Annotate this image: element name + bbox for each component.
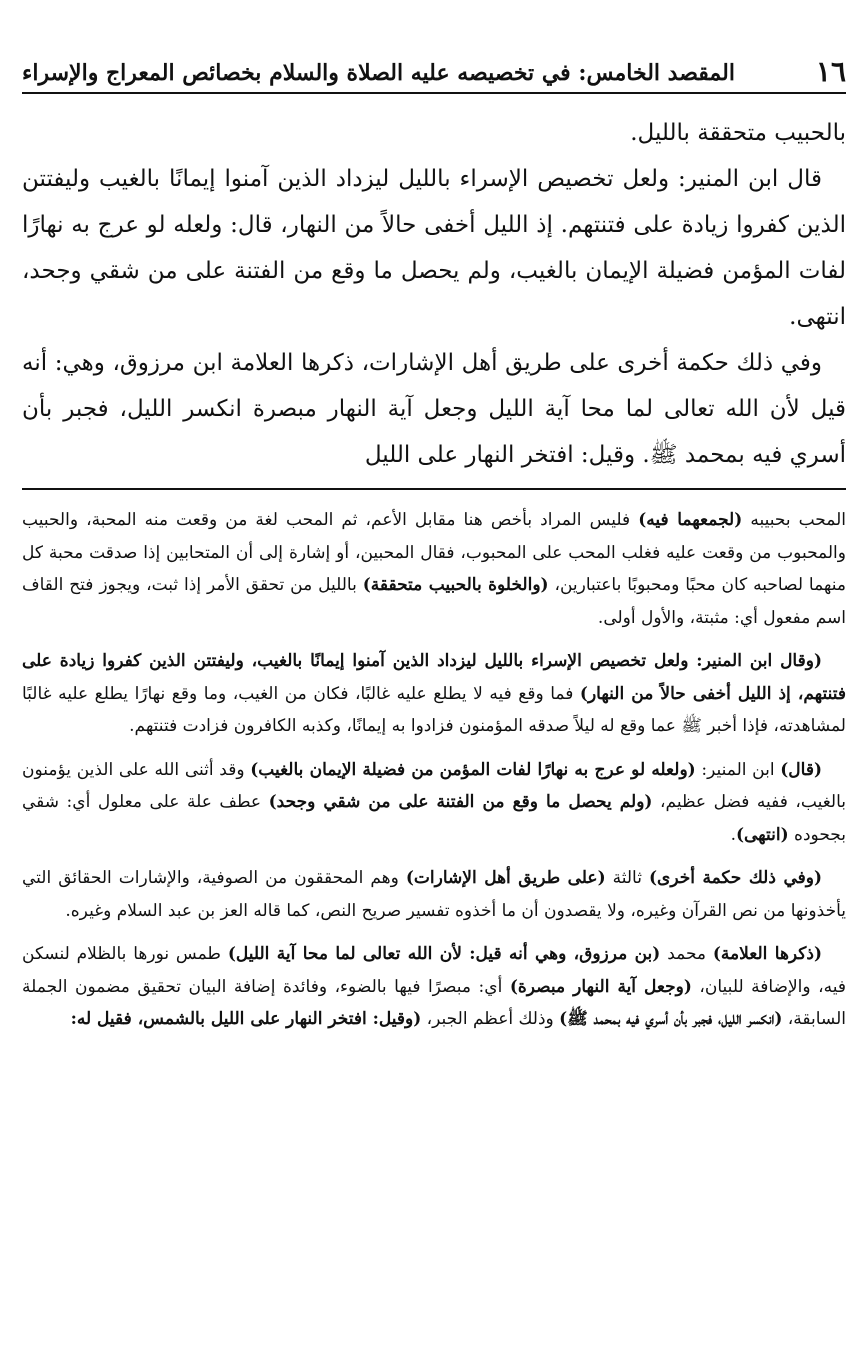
commentary-text: وهم المحققون من الصوفية، والإشارات الحقائق التي يأخذونها من نص القرآن وغيره، ولا يقصدون أن ما أخذوه تفسير صريح النص، كما قاله العز بن عبد السلام وغيره. (22, 868, 846, 921)
quoted-text: (والخلوة بالحبيب متحققة) (362, 575, 549, 595)
commentary-text: . (730, 824, 736, 845)
running-title: المقصد الخامس: في تخصيصه عليه الصلاة والسلام بخصائص المعراج والإسراء (22, 60, 735, 86)
commentary-paragraph (22, 645, 846, 743)
commentary-text: ثالثة (605, 868, 649, 888)
quoted-text: (وقيل: افتخر النهار على الليل بالشمس، فقيل له: (70, 1009, 422, 1029)
page-number: ١٦ (815, 55, 846, 88)
commentary-text: عطف علة على معلول أي: شقي بجحوده (22, 792, 846, 845)
quoted-text: (وجعل آية النهار مبصرة) (509, 976, 692, 997)
commentary-text: بالليل من تحقق الأمر إذا ثبت، ويجوز فتح القاف اسم مفعول أي: مثبتة، والأول أولى. (22, 575, 846, 628)
page-header (22, 48, 846, 94)
quoted-text: (ذكرها العلامة) (712, 944, 822, 964)
quoted-text: (على طريق أهل الإشارات) (405, 868, 606, 888)
commentary-text: ابن المنير: (695, 759, 781, 780)
commentary-paragraph (22, 938, 846, 1036)
commentary-text: وذلك أعظم الجبر، (421, 1009, 560, 1029)
quoted-text: (ولعله لو عرج به نهارًا لفات المؤمن من فضيلة الإيمان بالغيب) (250, 759, 696, 780)
commentary-section (22, 504, 846, 1047)
quoted-text: (ولم يحصل ما وقع من الفتنة على من شقي وجحد) (268, 792, 653, 812)
commentary-text: المحب بحبيبه (742, 510, 847, 530)
quoted-text: (بن مرزوق، وهي أنه قيل: لأن الله تعالى لما محا آية الليل) (227, 944, 661, 964)
quoted-text: (انكسر الليل، فجبر بأن أسري فيه بمحمد ﷺ) (559, 1009, 783, 1029)
main-text (22, 110, 846, 478)
commentary-text: فليس المراد بأخص هنا مقابل الأعم، ثم المحب لغة من وقعت منه المحبة، والحبيب والمحبوب من وقعت عليه فغلب المحب على المحبوب، فقال المحبين، أو إشارة إلى أن المتحابين إذا صدقت محبة كل منهما لصاحبه كان محبًا ومحبوبًا باعتبارين، (22, 510, 847, 595)
main-paragraph: قال ابن المنير: ولعل تخصيص الإسراء بالليل ليزداد الذين آمنوا إيمانًا بالغيب وليفتتن الذين كفروا زيادة على فتنتهم. إذ الليل أخفى حالاً من النهار، قال: ولعله لو عرج به نهارًا لفات المؤمن فضيلة الإيمان بالغيب، ولم يحصل ما وقع من الفتنة على من شقي وجحد، انتهى. (22, 166, 846, 330)
commentary-text: محمد (660, 944, 713, 964)
main-paragraph: وفي ذلك حكمة أخرى على طريق أهل الإشارات، ذكرها العلامة ابن مرزوق، وهي: أنه قيل لأن الله تعالى لما محا آية الليل وجعل آية النهار مبصرة انكسر الليل، فجبر بأن أسري فيه بمحمد ﷺ. وقيل: افتخر النهار على الليل (22, 350, 846, 468)
commentary-text: طمس نورها بالظلام لنسكن فيه، والإضافة للبيان، (22, 944, 846, 997)
quoted-text: (قال) (780, 759, 822, 780)
quoted-text: (وفي ذلك حكمة أخرى) (648, 868, 822, 888)
quoted-text: (وقال ابن المنير: ولعل تخصيص الإسراء بالليل ليزداد الذين آمنوا إيمانًا بالغيب، وليفتتن الذين كفروا زيادة على فتنتهم، إذ الليل أخفى حالاً من النهار) (22, 651, 846, 704)
commentary-text: فما وقع فيه لا يطلع عليه غالبًا، فكان من الغيب، وما وقع نهارًا يطلع عليه غالبًا لمشاهدته، فإذا أخبر ﷺ عما وقع له ليلاً صدقه المؤمنون فزادوا به إيمانًا، وكذبه الكافرون فزادت فتنتهم. (22, 683, 846, 736)
quoted-text: (لجمعهما فيه) (638, 510, 743, 530)
main-paragraph: بالحبيب متحققة بالليل. (630, 120, 846, 146)
commentary-text: وقد أثنى الله على الذين يؤمنون بالغيب، ففيه فضل عظيم، (22, 759, 846, 812)
quoted-text: (انتهى) (735, 824, 789, 845)
footnote-divider (22, 488, 846, 490)
commentary-paragraph (22, 504, 846, 634)
commentary-paragraph (22, 862, 846, 927)
book-page (22, 0, 846, 1364)
commentary-paragraph (22, 754, 846, 852)
commentary-text: أي: مبصرًا فيها بالضوء، وفائدة إضافة البيان تحقيق مضمون الجملة السابقة، (22, 976, 846, 1029)
